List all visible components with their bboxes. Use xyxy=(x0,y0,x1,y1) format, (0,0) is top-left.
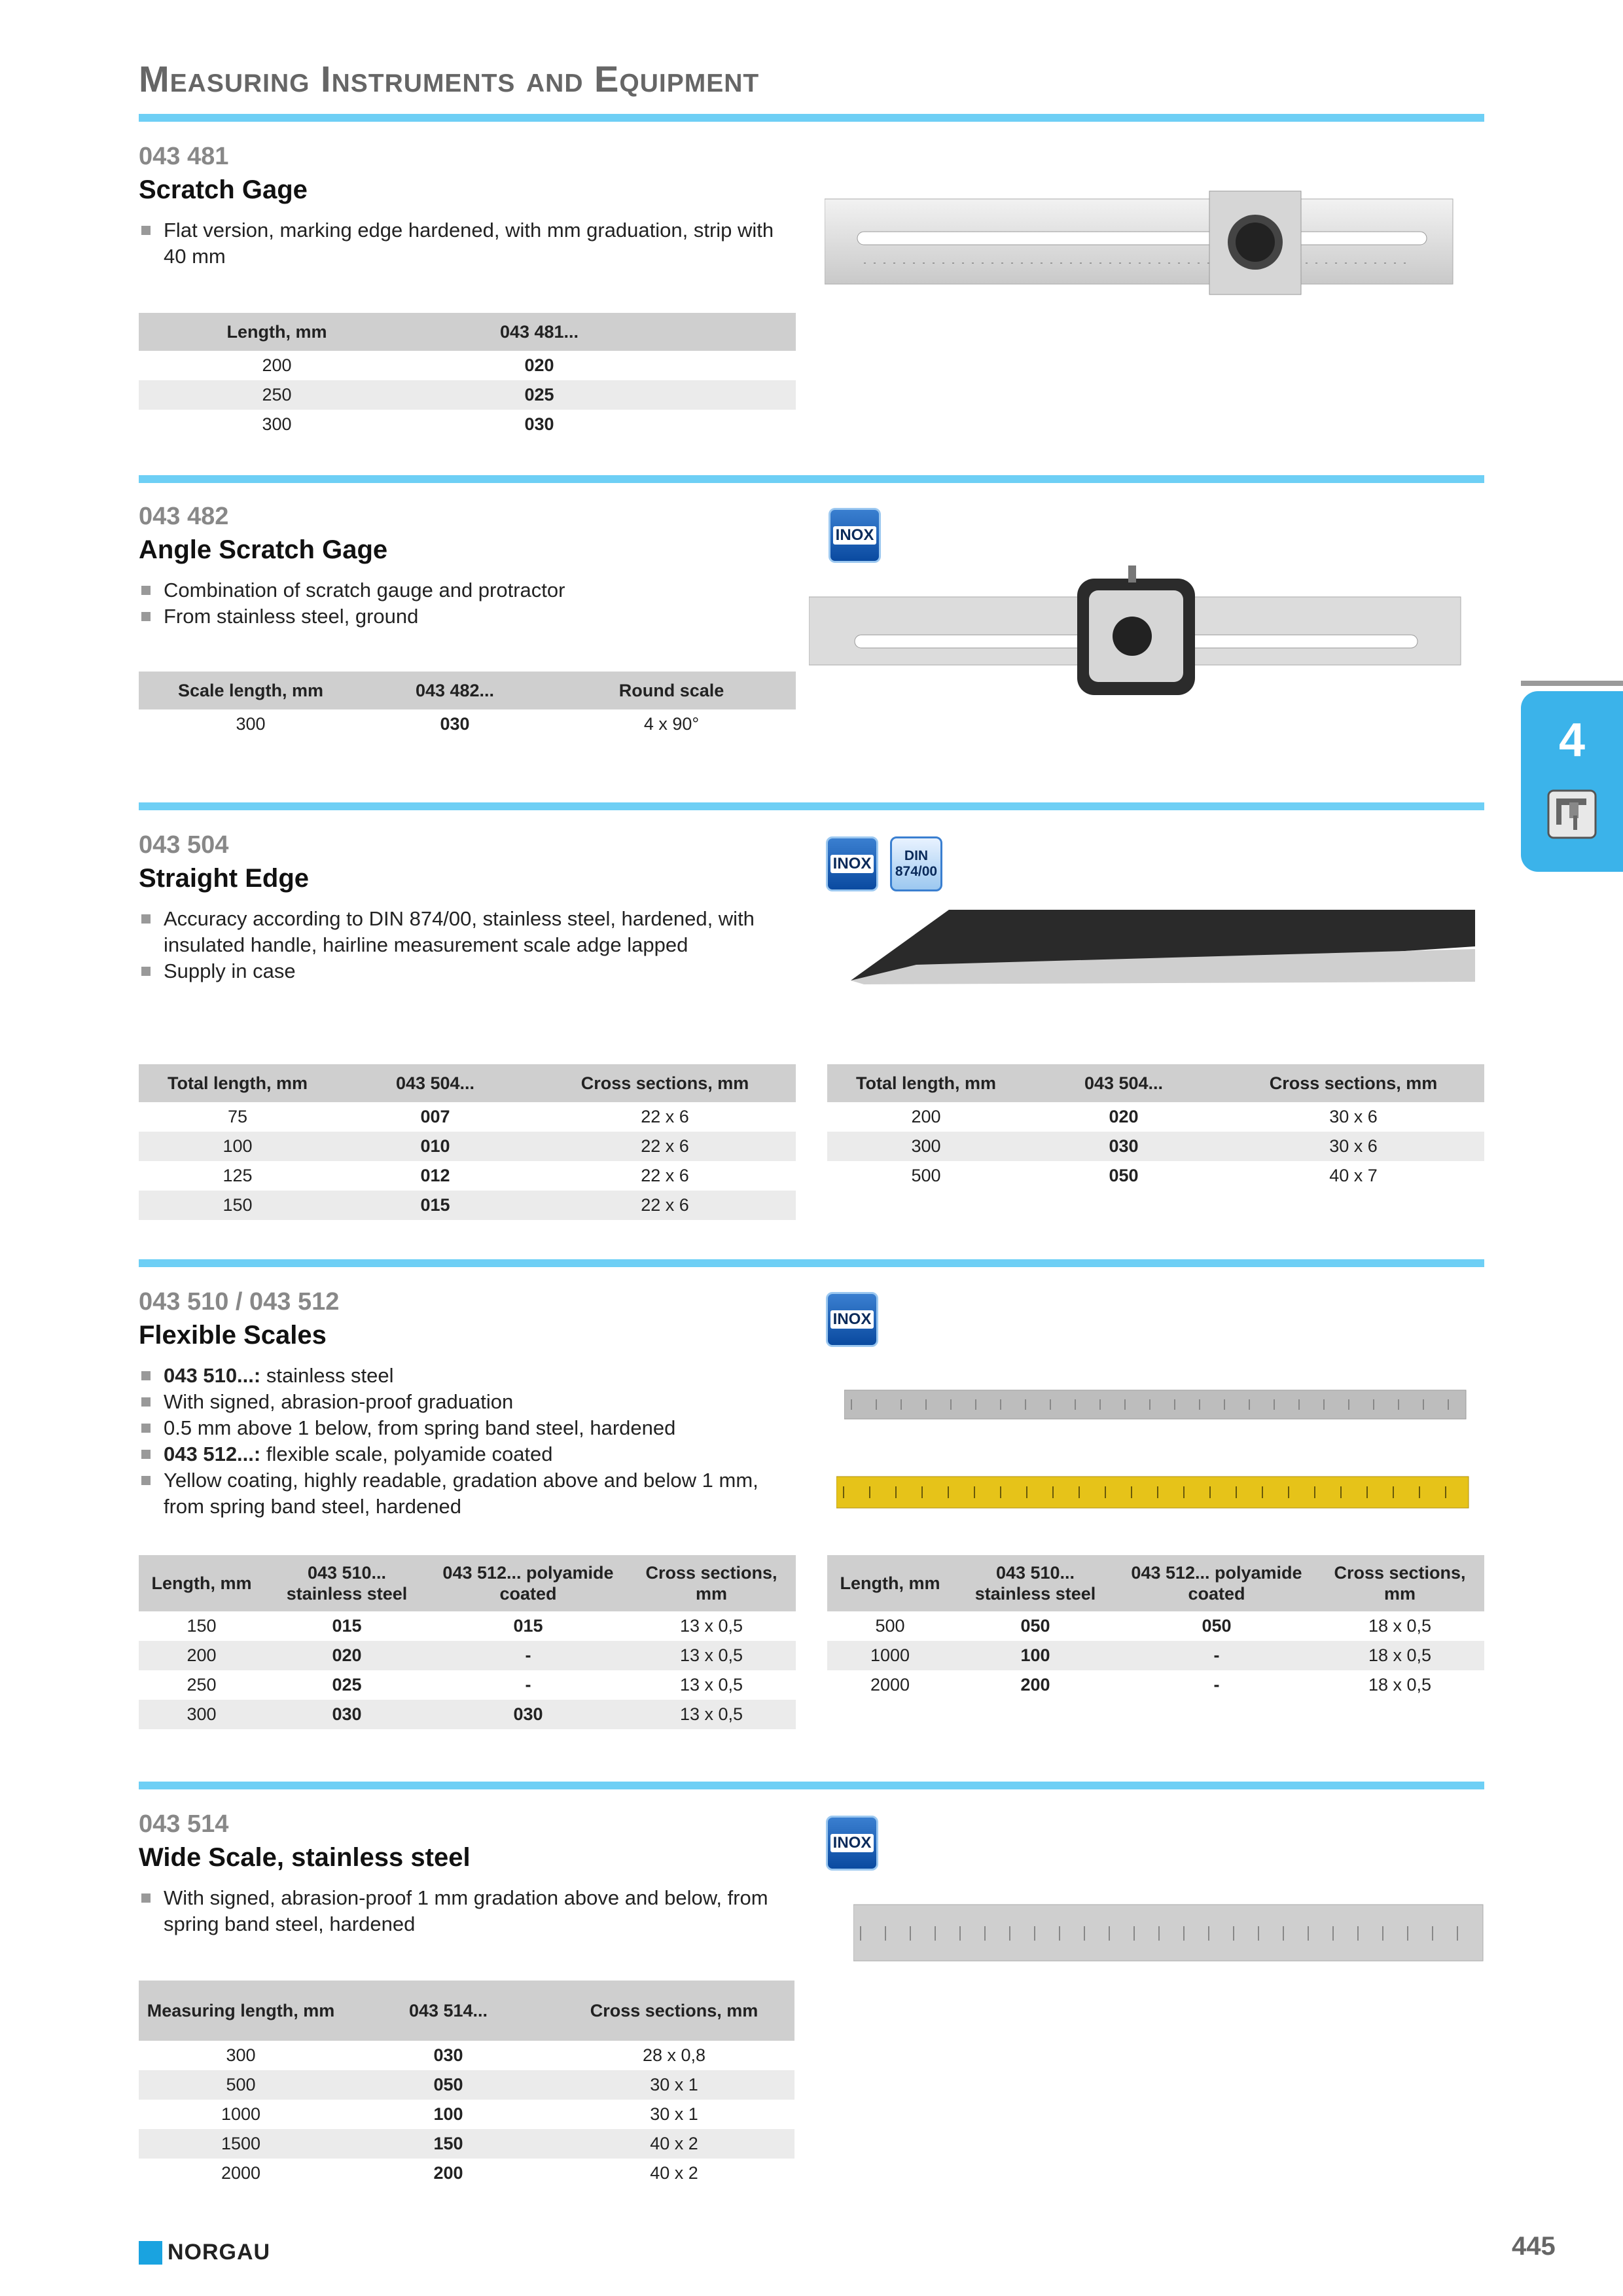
cell: 300 xyxy=(236,714,266,734)
table-row xyxy=(827,1102,1484,1132)
cell: 13 x 0,5 xyxy=(679,1616,743,1636)
section-rule xyxy=(139,475,1484,483)
caliper-icon xyxy=(1547,789,1597,839)
cell: 200 xyxy=(911,1107,941,1126)
table-row xyxy=(139,2159,794,2188)
column-header: 043 514... xyxy=(343,1981,554,2041)
cell: 40 x 2 xyxy=(650,2163,698,2183)
cell: 18 x 0,5 xyxy=(1315,1641,1484,1670)
product-name: Scratch Gage xyxy=(139,175,308,204)
cell: 1000 xyxy=(827,1641,953,1670)
table-row xyxy=(139,2041,794,2070)
section-rule xyxy=(139,1259,1484,1267)
column-header: Total length, mm xyxy=(827,1064,1025,1102)
cell: 30 x 1 xyxy=(554,2070,794,2100)
column-header: Length, mm xyxy=(827,1555,953,1611)
cell: 010 xyxy=(336,1132,534,1161)
brand-name: NORGAU xyxy=(168,2240,271,2265)
cell: 012 xyxy=(420,1166,450,1185)
cell: 22 x 6 xyxy=(534,1132,796,1161)
cell: 200 xyxy=(1020,1675,1050,1695)
spec-table-right xyxy=(827,1064,1484,1191)
yellow-ruler-image xyxy=(836,1474,1471,1511)
feature-item: Supply in case xyxy=(140,958,788,984)
cell: 4 x 90° xyxy=(643,714,700,734)
section-rule xyxy=(139,802,1484,810)
cell: 150 xyxy=(343,2129,554,2159)
cell: 015 xyxy=(332,1616,362,1636)
feature-list xyxy=(140,217,788,270)
column-header: Cross sections, mm xyxy=(534,1064,796,1102)
table-row xyxy=(827,1670,1484,1700)
cell: 13 x 0,5 xyxy=(679,1675,743,1695)
column-header xyxy=(664,313,796,351)
column-header: Cross sections, mm xyxy=(627,1555,796,1611)
cell: 030 xyxy=(264,1700,429,1729)
article-number: 043 504 xyxy=(139,831,229,859)
inox-badge: INOX xyxy=(826,1292,878,1347)
column-header: Total length, mm xyxy=(139,1064,336,1102)
table-row xyxy=(139,1132,796,1161)
spec-table xyxy=(139,313,796,439)
cell: 030 xyxy=(524,414,554,434)
spec-table-right xyxy=(827,1555,1484,1700)
cell: 18 x 0,5 xyxy=(1368,1675,1432,1695)
cell: 22 x 6 xyxy=(641,1107,689,1126)
cell: 13 x 0,5 xyxy=(627,1700,796,1729)
cell: - xyxy=(1118,1641,1315,1670)
table-row xyxy=(827,1641,1484,1670)
cell: 020 xyxy=(1109,1107,1139,1126)
cell: 300 xyxy=(827,1132,1025,1161)
feature-item: Combination of scratch gauge and protractor xyxy=(140,577,788,603)
cell: 150 xyxy=(139,1191,336,1220)
table-row xyxy=(827,1132,1484,1161)
spec-table xyxy=(139,672,796,739)
article-number: 043 481 xyxy=(139,143,229,170)
feature-item: 043 512...: flexible scale, polyamide coated xyxy=(140,1441,788,1467)
page-number: 445 xyxy=(1512,2232,1556,2261)
inox-badge: INOX xyxy=(826,836,878,891)
cell: 050 xyxy=(1202,1616,1232,1636)
cell: 050 xyxy=(343,2070,554,2100)
cell: 22 x 6 xyxy=(534,1191,796,1220)
column-header: Measuring length, mm xyxy=(139,1981,343,2041)
column-header: Cross sections, mm xyxy=(1222,1064,1484,1102)
cell: 015 xyxy=(336,1191,534,1220)
cell: 020 xyxy=(524,355,554,375)
table-row xyxy=(139,2070,794,2100)
table-row xyxy=(139,1611,796,1641)
column-header: Scale length, mm xyxy=(139,672,363,709)
column-header: 043 481... xyxy=(415,313,664,351)
column-header: Length, mm xyxy=(139,1555,264,1611)
spec-table xyxy=(139,1981,794,2188)
article-number: 043 514 xyxy=(139,1810,229,1838)
cell: 1500 xyxy=(139,2129,343,2159)
feature-item: Accuracy according to DIN 874/00, stainless steel, hardened, with insulated handle, hairline measurement scale adge lapped xyxy=(140,906,788,958)
cell: 28 x 0,8 xyxy=(642,2045,706,2065)
steel-ruler-image xyxy=(844,1386,1469,1423)
cell: 030 xyxy=(433,2045,463,2065)
table-row xyxy=(139,2100,794,2129)
cell: 500 xyxy=(875,1616,905,1636)
side-tab-line xyxy=(1521,681,1623,686)
table-row xyxy=(139,2129,794,2159)
section-rule xyxy=(139,1782,1484,1789)
table-row xyxy=(827,1611,1484,1641)
scratch-gage-image xyxy=(825,190,1472,301)
inox-badge: INOX xyxy=(826,1816,878,1871)
column-header: Cross sections, mm xyxy=(554,1981,794,2041)
product-name: Flexible Scales xyxy=(139,1321,327,1350)
product-name: Wide Scale, stainless steel xyxy=(139,1843,471,1872)
feature-list xyxy=(140,577,788,630)
cell: 30 x 1 xyxy=(650,2104,698,2124)
feature-item: From stainless steel, ground xyxy=(140,603,788,630)
cell: - xyxy=(525,1675,531,1695)
cell: 100 xyxy=(433,2104,463,2124)
cell: 300 xyxy=(262,414,292,434)
feature-item: 0.5 mm above 1 below, from spring band steel, hardened xyxy=(140,1415,788,1441)
wide-scale-image xyxy=(853,1902,1486,1965)
feature-item: With signed, abrasion-proof graduation xyxy=(140,1389,788,1415)
page-title: Measuring Instruments and Equipment xyxy=(139,58,760,99)
column-header: 043 512... polyamide coated xyxy=(429,1555,627,1611)
feature-item: Flat version, marking edge hardened, with mm graduation, strip with 40 mm xyxy=(140,217,788,270)
product-name: Angle Scratch Gage xyxy=(139,535,388,564)
cell: 30 x 6 xyxy=(1222,1132,1484,1161)
column-header: 043 504... xyxy=(336,1064,534,1102)
chapter-number: 4 xyxy=(1558,714,1586,766)
table-row xyxy=(139,1191,796,1220)
cell: 500 xyxy=(911,1166,941,1185)
cell: 200 xyxy=(262,355,292,375)
table-row xyxy=(139,351,796,380)
cell: 125 xyxy=(223,1166,253,1185)
column-header: Round scale xyxy=(547,672,796,709)
table-row xyxy=(139,1641,796,1670)
cell: 200 xyxy=(139,1641,264,1670)
table-row xyxy=(139,1700,796,1729)
cell: 1000 xyxy=(221,2104,261,2124)
spec-table-left xyxy=(139,1064,796,1220)
cell: 020 xyxy=(264,1641,429,1670)
feature-list xyxy=(140,1363,788,1520)
table-row xyxy=(139,709,796,739)
cell: 40 x 2 xyxy=(554,2129,794,2159)
cell: 300 xyxy=(139,1700,264,1729)
cell: 30 x 6 xyxy=(1329,1107,1378,1126)
cell: 050 xyxy=(1020,1616,1050,1636)
table-row xyxy=(139,1670,796,1700)
cell: 030 xyxy=(1025,1132,1222,1161)
product-name: Straight Edge xyxy=(139,864,310,893)
feature-item: Yellow coating, highly readable, gradation above and below 1 mm, from spring band steel, hardened xyxy=(140,1467,788,1520)
table-row xyxy=(139,1102,796,1132)
cell: 13 x 0,5 xyxy=(627,1641,796,1670)
cell: 250 xyxy=(187,1675,217,1695)
table-row xyxy=(827,1161,1484,1191)
cell: 150 xyxy=(187,1616,217,1636)
angle-scratch-gage-image xyxy=(809,564,1463,695)
cell: 025 xyxy=(332,1675,362,1695)
cell: 40 x 7 xyxy=(1329,1166,1378,1185)
cell: 100 xyxy=(953,1641,1118,1670)
column-header: 043 510... stainless steel xyxy=(953,1555,1118,1611)
table-row xyxy=(139,410,796,439)
cell: 500 xyxy=(139,2070,343,2100)
cell: 050 xyxy=(1109,1166,1139,1185)
header-rule xyxy=(139,114,1484,122)
feature-list xyxy=(140,1885,794,1937)
column-header: 043 504... xyxy=(1025,1064,1222,1102)
cell: - xyxy=(1213,1675,1220,1695)
cell: 015 xyxy=(513,1616,543,1636)
feature-item: 043 510...: stainless steel xyxy=(140,1363,788,1389)
cell: 030 xyxy=(440,714,470,734)
article-number: 043 510 / 043 512 xyxy=(139,1288,340,1316)
column-header: 043 512... polyamide coated xyxy=(1118,1555,1315,1611)
brand-logo-mark xyxy=(139,2241,162,2265)
cell: - xyxy=(429,1641,627,1670)
din-badge: DIN 874/00 xyxy=(890,836,942,891)
column-header: Length, mm xyxy=(139,313,415,351)
column-header: 043 482... xyxy=(363,672,547,709)
cell: 22 x 6 xyxy=(641,1166,689,1185)
table-row xyxy=(139,1161,796,1191)
feature-item: With signed, abrasion-proof 1 mm gradation above and below, from spring band steel, hardened xyxy=(140,1885,794,1937)
cell: 2000 xyxy=(870,1675,910,1695)
straight-edge-image xyxy=(851,907,1476,986)
cell: 100 xyxy=(139,1132,336,1161)
article-number: 043 482 xyxy=(139,503,229,530)
spec-table-left xyxy=(139,1555,796,1729)
cell: 2000 xyxy=(221,2163,261,2183)
inox-badge: INOX xyxy=(829,508,881,563)
cell: 200 xyxy=(433,2163,463,2183)
cell: 030 xyxy=(429,1700,627,1729)
cell: 75 xyxy=(227,1107,248,1126)
cell: 300 xyxy=(226,2045,256,2065)
table-row xyxy=(139,380,796,410)
feature-list xyxy=(140,906,788,984)
column-header: 043 510... stainless steel xyxy=(264,1555,429,1611)
column-header: Cross sections, mm xyxy=(1315,1555,1484,1611)
cell: 007 xyxy=(420,1107,450,1126)
cell: 18 x 0,5 xyxy=(1368,1616,1432,1636)
cell: 250 xyxy=(139,380,415,410)
cell: 025 xyxy=(415,380,664,410)
